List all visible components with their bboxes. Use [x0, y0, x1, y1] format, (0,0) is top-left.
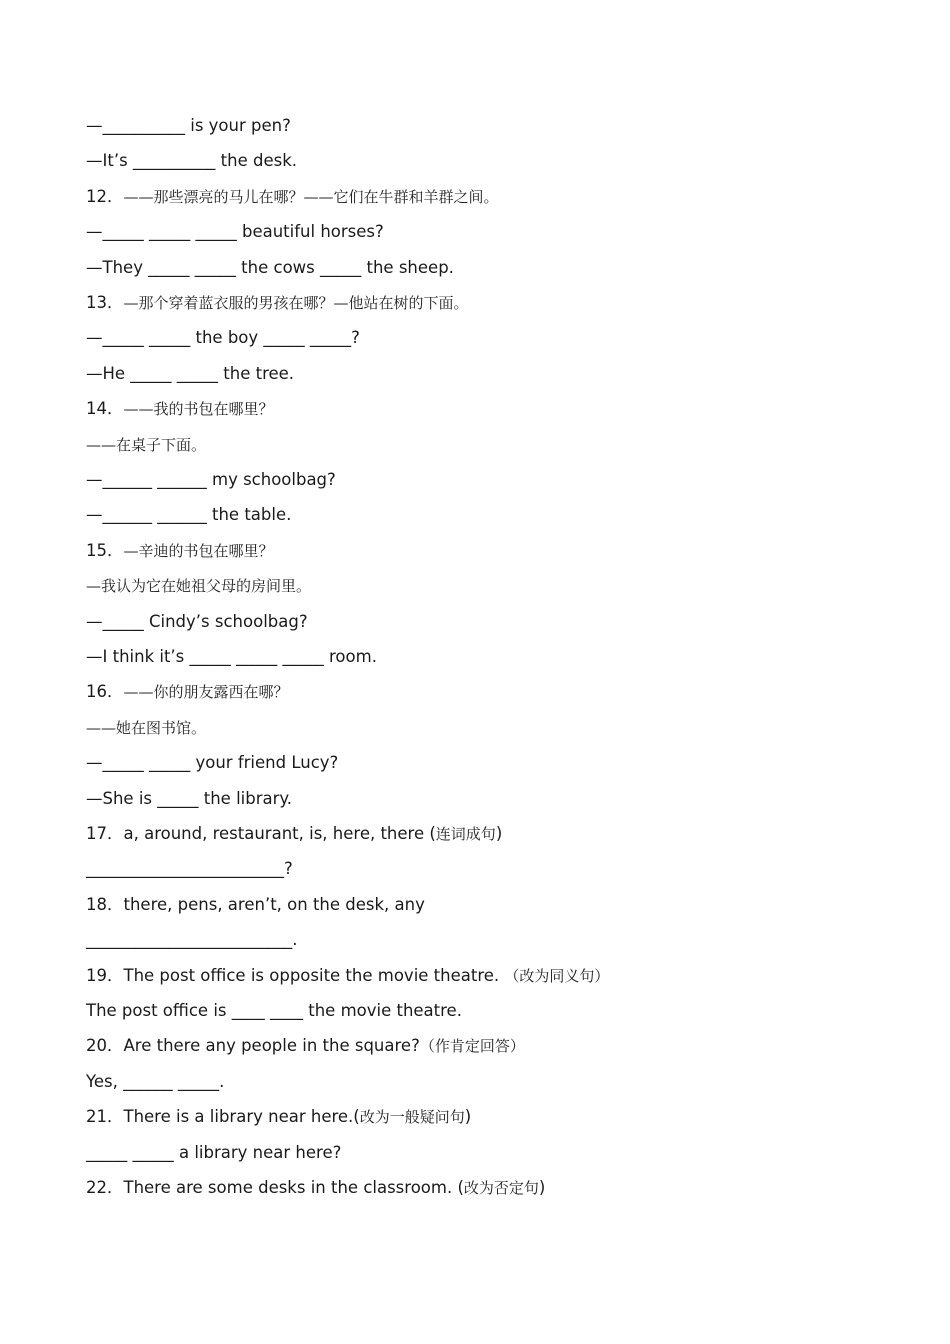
chinese-text: ——她在图书馆。	[86, 719, 207, 737]
text-line	[86, 716, 910, 740]
chinese-text: 改为否定句	[463, 1179, 539, 1197]
line-text: ________________________?	[86, 859, 293, 878]
text-line	[86, 610, 910, 634]
chinese-text: —那个穿着蓝衣服的男孩在哪？—他站在树的下面。	[123, 294, 469, 312]
text-line	[86, 433, 910, 457]
text-line	[86, 680, 910, 704]
line-text: —_____ _____ _____ beautiful horses?	[86, 222, 384, 241]
chinese-text: （改为同义句）	[504, 967, 610, 985]
line-text: —_____ _____ the boy _____ _____?	[86, 328, 360, 347]
text-line	[86, 291, 910, 315]
text-line	[86, 822, 910, 846]
line-text: 12．	[86, 187, 124, 206]
line-text: —______ ______ the table.	[86, 505, 292, 524]
line-text: 14．	[86, 399, 124, 418]
line-text: Yes, ______ _____.	[86, 1072, 225, 1091]
chinese-text: ——你的朋友露西在哪？	[123, 683, 289, 701]
line-text: —_____ Cindy’s schoolbag?	[86, 612, 308, 631]
line-text: The post office is ____ ____ the movie theatre.	[86, 1001, 462, 1020]
line-text: —_____ _____ your friend Lucy?	[86, 753, 339, 772]
text-line	[86, 928, 910, 952]
line-text: 19．The post office is opposite the movie theatre.	[86, 966, 505, 985]
text-line	[86, 1070, 910, 1094]
line-text: 15．	[86, 541, 124, 560]
chinese-text: ——那些漂亮的马儿在哪？——它们在牛群和羊群之间。	[123, 188, 499, 206]
line-text: 20．Are there any people in the square?	[86, 1036, 420, 1055]
line-text: —He _____ _____ the tree.	[86, 364, 295, 383]
text-line	[86, 362, 910, 386]
text-line	[86, 1105, 910, 1129]
text-line	[86, 256, 910, 280]
line-text: )	[495, 824, 503, 843]
text-line	[86, 574, 910, 598]
line-text: 22．There are some desks in the classroom. (	[86, 1178, 464, 1197]
line-text: )	[538, 1178, 546, 1197]
line-text: )	[464, 1107, 472, 1126]
chinese-text: ——在桌子下面。	[86, 436, 207, 454]
text-line	[86, 114, 910, 138]
line-text: _________________________.	[86, 930, 298, 949]
chinese-text: —辛迪的书包在哪里？	[123, 542, 274, 560]
line-text: —______ ______ my schoolbag?	[86, 470, 336, 489]
text-line	[86, 999, 910, 1023]
chinese-text: 连词成句	[435, 825, 496, 843]
text-line	[86, 1141, 910, 1165]
line-text: —I think it’s _____ _____ _____ room.	[86, 647, 377, 666]
text-line	[86, 751, 910, 775]
text-line	[86, 964, 910, 988]
line-text: 17．a, around, restaurant, is, here, there (	[86, 824, 436, 843]
chinese-text: 改为一般疑问句	[359, 1108, 465, 1126]
chinese-text: （作肯定回答）	[419, 1037, 525, 1055]
line-text: —They _____ _____ the cows _____ the sheep.	[86, 258, 454, 277]
text-line	[86, 1034, 910, 1058]
text-line	[86, 503, 910, 527]
chinese-text: ——我的书包在哪里？	[123, 400, 274, 418]
text-line	[86, 893, 910, 917]
line-text: —She is _____ the library.	[86, 789, 293, 808]
text-line	[86, 857, 910, 881]
text-line	[86, 468, 910, 492]
text-line	[86, 185, 910, 209]
text-line	[86, 1176, 910, 1200]
text-line	[86, 539, 910, 563]
text-line	[86, 149, 910, 173]
text-line	[86, 645, 910, 669]
line-text: _____ _____ a library near here?	[86, 1143, 342, 1162]
line-text: 16．	[86, 682, 124, 701]
text-line	[86, 326, 910, 350]
line-text: 18．there, pens, aren’t, on the desk, any	[86, 895, 425, 914]
line-text: 21．There is a library near here.(	[86, 1107, 360, 1126]
text-line	[86, 397, 910, 421]
line-text: —It’s __________ the desk.	[86, 151, 298, 170]
line-text: 13．	[86, 293, 124, 312]
line-text: —__________ is your pen?	[86, 116, 291, 135]
chinese-text: —我认为它在她祖父母的房间里。	[86, 577, 312, 595]
text-line	[86, 787, 910, 811]
text-line	[86, 220, 910, 244]
